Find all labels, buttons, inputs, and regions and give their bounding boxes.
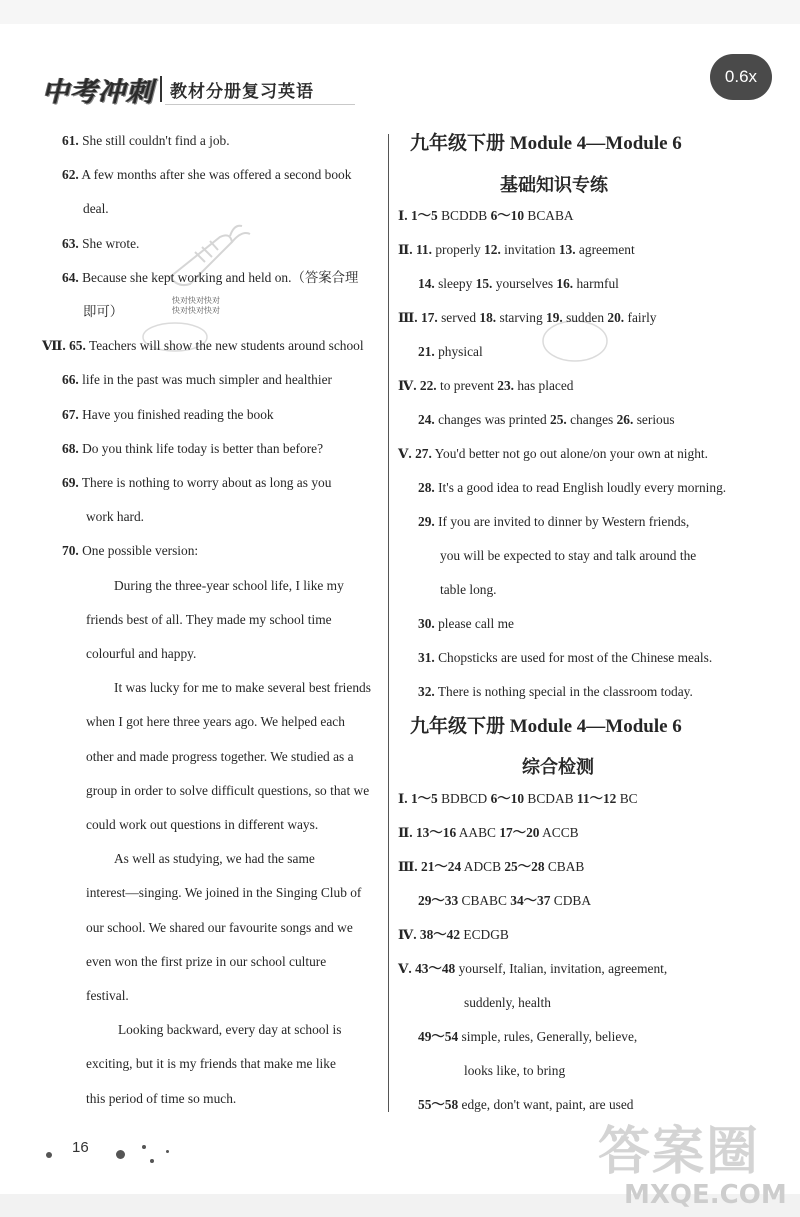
answer-text: suddenly, health — [464, 995, 551, 1010]
question-number: 69. — [62, 475, 79, 490]
answer-text: life in the past was much simpler and healthier — [78, 372, 332, 388]
answer-line — [398, 825, 579, 841]
brand-logo: 中考冲刺 — [42, 76, 154, 108]
answer-line — [86, 1056, 336, 1072]
question-number: 17～20 — [499, 825, 540, 840]
answer-line — [62, 475, 331, 491]
question-number: 55～58 — [418, 1097, 459, 1112]
answer-text: ECDGB — [460, 927, 509, 942]
answer-text: As well as studying, we had the same — [114, 851, 315, 867]
answer-text: yourselves — [492, 276, 557, 291]
answer-line — [398, 961, 667, 977]
answer-line — [418, 412, 675, 428]
answer-text: our school. We shared our favourite songs and we — [86, 919, 353, 935]
question-number: 18. — [479, 310, 497, 325]
answer-text: Looking backward, every day at school is — [118, 1022, 342, 1038]
answer-text: serious — [633, 412, 675, 427]
question-number: Ⅲ. 17. — [398, 310, 438, 325]
question-number: 21. — [418, 344, 435, 359]
section-2-title: 九年级下册 Module 4—Module 6 — [410, 716, 682, 737]
answer-text: Have you finished reading the book — [78, 406, 274, 422]
answer-line — [398, 446, 708, 462]
answer-text: BCDAB — [524, 791, 577, 806]
answer-text: even won the first prize in our school culture — [86, 953, 327, 969]
answer-text: festival. — [86, 988, 129, 1003]
answer-text: A few months after she was offered a second book — [78, 167, 352, 183]
answer-text: changes was printed — [434, 412, 551, 427]
corner-watermark-text: 答案圈 — [598, 1122, 761, 1182]
answer-line — [464, 1063, 565, 1079]
footer-dot — [46, 1152, 52, 1158]
answer-text: BDBCD — [437, 791, 491, 806]
answer-text: table long. — [440, 582, 497, 597]
question-number: 24. — [418, 412, 435, 427]
column-divider — [388, 134, 389, 1112]
question-number: Ⅴ. 43～48 — [398, 961, 456, 976]
question-number: 6～10 — [490, 208, 525, 223]
answer-line — [440, 582, 497, 598]
stamp-line-2: 快对快对快对 — [172, 306, 220, 315]
answer-line — [62, 543, 198, 559]
answer-line — [418, 616, 514, 632]
answer-line — [86, 714, 345, 730]
answer-text: starving — [496, 310, 546, 325]
answer-text: BC — [616, 791, 638, 806]
answer-text: looks like, to bring — [464, 1063, 566, 1078]
answer-line — [398, 859, 584, 875]
answer-text: There is nothing special in the classroom today. — [434, 684, 693, 699]
answer-text: colourful and happy. — [86, 646, 197, 661]
question-number: 29. — [418, 514, 435, 529]
question-number: Ⅰ. 1～5 — [398, 208, 438, 223]
answer-text: other and made progress together. We studied as a — [86, 748, 354, 764]
answer-text: She still couldn't find a job. — [78, 133, 230, 148]
question-number: 16. — [556, 276, 574, 291]
question-number: 32. — [418, 684, 435, 699]
answer-line — [86, 646, 196, 662]
answer-text: interest—singing. We joined in the Singing Club of — [86, 885, 362, 901]
answer-line — [42, 338, 364, 354]
answer-text: edge, don't want, paint, are used — [458, 1097, 634, 1112]
document-page — [0, 24, 800, 1194]
footer-dot — [142, 1145, 146, 1149]
answer-line — [62, 133, 230, 149]
answer-line — [114, 680, 371, 696]
page-header — [42, 72, 314, 106]
answer-line — [418, 650, 712, 666]
answer-line — [464, 995, 551, 1011]
question-number: 70. — [62, 543, 79, 559]
answer-line — [62, 407, 274, 423]
answer-text: CBABC — [458, 893, 511, 908]
question-number: 26. — [616, 412, 634, 427]
answer-text: when I got here three years ago. We helped each — [86, 714, 345, 730]
stamp-watermark — [172, 296, 220, 316]
answer-line — [86, 988, 129, 1004]
answer-text: Chopsticks are used for most of the Chinese meals. — [434, 650, 713, 665]
answer-line — [398, 927, 509, 943]
answer-line — [398, 242, 635, 258]
question-number: 63. — [62, 235, 79, 251]
question-number: Ⅲ. 21～24 — [398, 859, 462, 874]
answer-text: BCABA — [524, 208, 574, 223]
answer-text: ADCB — [461, 859, 505, 874]
header-rule — [165, 104, 355, 105]
answer-line — [418, 480, 726, 496]
question-number: Ⅶ. 65. — [42, 338, 86, 354]
question-number: 15. — [475, 276, 493, 291]
answer-text: exciting, but it is my friends that make me like — [86, 1056, 336, 1072]
answer-text: work hard. — [86, 509, 145, 525]
answer-line — [62, 236, 139, 252]
playback-speed-button[interactable]: 0.6x — [710, 54, 772, 100]
answer-line — [86, 783, 369, 799]
answer-line — [118, 1022, 341, 1038]
answer-text: physical — [434, 344, 483, 359]
answer-line — [418, 344, 483, 360]
answer-text: to prevent — [436, 378, 498, 393]
answer-line — [418, 276, 619, 292]
answer-text: CDBA — [550, 893, 591, 908]
answer-text: please call me — [434, 616, 514, 631]
answer-text: Because she kept working and held on.（答案合理 — [78, 269, 359, 285]
question-number: Ⅳ. 38～42 — [398, 927, 461, 942]
header-subtitle: 教材分册复习英语 — [170, 81, 314, 102]
answer-text: One possible version: — [78, 543, 199, 559]
question-number: 13. — [558, 242, 576, 257]
footer-dot — [166, 1150, 169, 1153]
question-number: 14. — [418, 276, 435, 291]
question-number: 64. — [62, 269, 79, 285]
answer-line — [86, 509, 144, 525]
answer-text: served — [437, 310, 480, 325]
section-1-title: 九年级下册 Module 4—Module 6 — [410, 133, 682, 154]
answer-text: You'd better not go out alone/on your own at night. — [431, 446, 708, 461]
stamp-line-1: 快对快对快对 — [172, 296, 220, 305]
answer-text: CBAB — [544, 859, 585, 874]
question-number: 6～10 — [490, 791, 525, 806]
answer-text: Do you think life today is better than before? — [78, 440, 324, 456]
question-number: Ⅳ. 22. — [398, 378, 437, 393]
question-number: 30. — [418, 616, 435, 631]
question-number: 19. — [546, 310, 563, 325]
question-number: 66. — [62, 372, 79, 388]
question-number: 25～28 — [504, 859, 545, 874]
answer-text: group in order to solve difficult questions, so that we — [86, 782, 370, 798]
answer-text: this period of time so much. — [86, 1090, 237, 1106]
answer-line — [86, 920, 353, 936]
answer-text: simple, rules, Generally, believe, — [458, 1029, 638, 1044]
question-number: 28. — [418, 480, 435, 495]
answer-line — [62, 372, 332, 388]
answer-line — [398, 208, 574, 224]
answer-text: ACCB — [539, 825, 579, 840]
answer-line — [398, 310, 657, 326]
question-number: 20. — [607, 310, 625, 325]
answer-line — [114, 851, 315, 867]
answer-text: deal. — [83, 201, 109, 217]
answer-text: yourself, Italian, invitation, agreement, — [455, 961, 668, 976]
question-number: 12. — [484, 242, 501, 257]
answer-line — [86, 612, 332, 628]
answer-text: During the three-year school life, I like my — [114, 577, 344, 593]
answer-line — [418, 1097, 634, 1113]
answer-line — [86, 1091, 236, 1107]
question-number: 67. — [62, 406, 79, 422]
answer-line — [62, 270, 358, 286]
answer-line — [62, 441, 323, 457]
answer-line — [114, 578, 344, 594]
answer-line — [86, 954, 326, 970]
answer-text: has placed — [514, 378, 574, 393]
answer-text: It's a good idea to read English loudly every morning. — [434, 480, 727, 495]
answer-text: friends best of all. They made my school time — [86, 611, 332, 627]
question-number: 62. — [62, 167, 79, 183]
answer-line — [440, 548, 696, 564]
answer-text: It was lucky for me to make several best friends — [114, 680, 371, 696]
footer-dot — [116, 1150, 125, 1159]
answer-text: invitation — [500, 242, 559, 257]
question-number: 11～12 — [576, 791, 617, 806]
answer-text: BCDDB — [437, 208, 491, 223]
answer-text: 即可） — [83, 304, 124, 319]
question-number: 68. — [62, 440, 79, 456]
answer-line — [83, 304, 123, 320]
answer-line — [83, 201, 109, 217]
question-number: 23. — [497, 378, 515, 393]
top-status-strip — [0, 0, 800, 24]
question-number: 31. — [418, 650, 435, 665]
section-2-subtitle: 综合检测 — [522, 757, 594, 778]
question-number: 61. — [62, 133, 79, 148]
answer-line — [418, 514, 689, 530]
question-number: 25. — [550, 412, 567, 427]
answer-text: There is nothing to worry about as long as you — [78, 475, 332, 490]
answer-line — [86, 749, 354, 765]
footer-dot — [150, 1159, 154, 1163]
corner-watermark — [598, 1124, 787, 1210]
answer-text: sudden — [562, 310, 608, 325]
answer-line — [86, 817, 318, 833]
answer-line — [86, 885, 361, 901]
question-number: 49～54 — [418, 1029, 459, 1044]
answer-text: If you are invited to dinner by Western friends, — [434, 514, 690, 529]
answer-text: sleepy — [434, 276, 476, 291]
answer-text: could work out questions in different ways. — [86, 817, 319, 832]
question-number: 34～37 — [510, 893, 551, 908]
answer-text: agreement — [575, 242, 635, 257]
answer-text: properly — [431, 242, 485, 257]
section-1-subtitle: 基础知识专练 — [500, 175, 608, 196]
question-number: Ⅱ. 11. — [398, 242, 432, 257]
corner-watermark-site: MXQE.COM — [624, 1180, 787, 1210]
answer-text: harmful — [573, 276, 619, 291]
question-number: Ⅱ. 13～16 — [398, 825, 457, 840]
answer-text: AABC — [456, 825, 500, 840]
answer-text: Teachers will show the new students around school — [85, 338, 364, 354]
answer-line — [418, 1029, 637, 1045]
answer-line — [418, 893, 591, 909]
question-number: Ⅰ. 1～5 — [398, 791, 438, 806]
page-number: 16 — [72, 1139, 89, 1156]
answer-line — [418, 684, 693, 700]
answer-text: you will be expected to stay and talk around the — [440, 548, 697, 563]
header-divider — [160, 76, 162, 102]
answer-text: She wrote. — [78, 235, 140, 251]
answer-line — [62, 167, 351, 183]
answer-line — [398, 378, 574, 394]
question-number: 29～33 — [418, 893, 459, 908]
answer-text: changes — [566, 412, 617, 427]
question-number: Ⅴ. 27. — [398, 446, 432, 461]
answer-text: fairly — [624, 310, 657, 325]
answer-line — [398, 791, 638, 807]
